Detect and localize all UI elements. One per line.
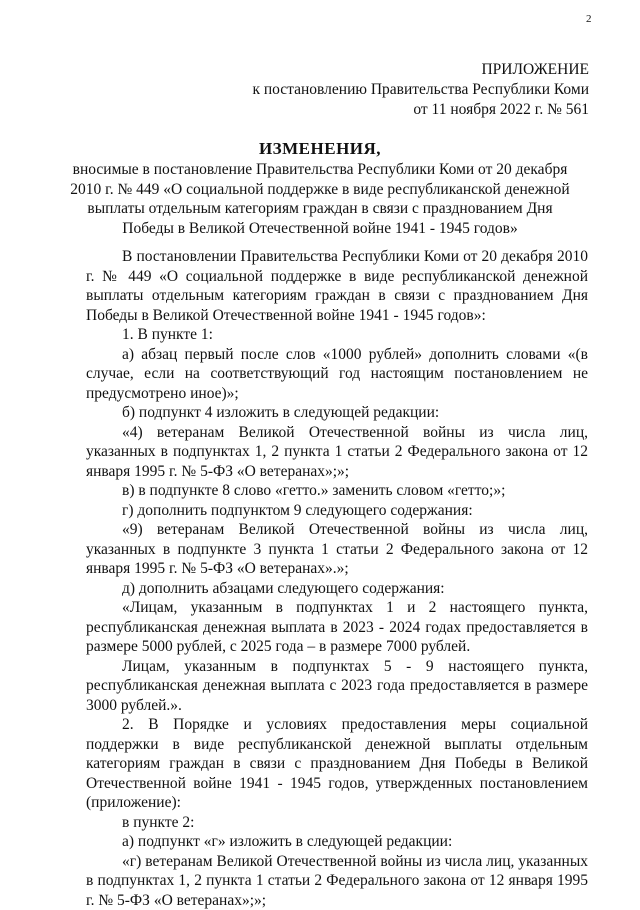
paragraph-item-2: 2. В Порядке и условиях предоставления меры социальной поддержки в виде республиканской денежной выплаты отдельным категориям граждан в связи с празднованием Дня Победы в Великой Отечественной войне 1941 - 1945 годов, утвержденных постановлением (приложение): xyxy=(86,715,588,813)
paragraph-item-2a-text: «г) ветеранам Великой Отечественной войны из числа лиц, указанных в подпунктах 1, 2 пункта 1 статьи 2 Федерального закона от 12 января 1995 г. № 5-ФЗ «О ветеранах»;»; xyxy=(86,852,588,910)
paragraph-item-1d-text-2: Лицам, указанным в подпунктах 5 - 9 настоящего пункта, республиканская денежная выплата с 2023 года предоставляется в размере 3000 рублей.». xyxy=(86,657,588,716)
paragraph-item-1b: б) подпункт 4 изложить в следующей редакции: xyxy=(86,403,588,423)
paragraph-item-2a: а) подпункт «г» изложить в следующей редакции: xyxy=(86,832,588,852)
paragraph-item-1v: в) в подпункте 8 слово «гетто.» заменить словом «гетто;»; xyxy=(86,481,588,501)
paragraph-item-1: 1. В пункте 1: xyxy=(86,325,588,345)
paragraph-item-1b-text: «4) ветеранам Великой Отечественной войны из числа лиц, указанных в подпунктах 1, 2 пункта 1 статьи 2 Федерального закона от 12 января 1995 г. № 5-ФЗ «О ветеранах»;»; xyxy=(86,423,588,482)
page-number: 2 xyxy=(586,13,592,25)
document-body xyxy=(86,247,588,910)
appendix-header xyxy=(169,60,589,120)
paragraph-item-1d: д) дополнить абзацами следующего содержания: xyxy=(86,579,588,599)
document-heading xyxy=(60,138,580,238)
appendix-reference: к постановлению Правительства Республики Коми xyxy=(169,80,589,100)
document-title: ИЗМЕНЕНИЯ, xyxy=(60,138,580,160)
paragraph-item-1g-text: «9) ветеранам Великой Отечественной войны из числа лиц, указанных в подпункте 3 пункта 1 статьи 2 Федерального закона от 12 января 1995 г. № 5-ФЗ «О ветеранах».»; xyxy=(86,520,588,579)
appendix-label: ПРИЛОЖЕНИЕ xyxy=(169,60,589,80)
paragraph-item-2-sub: в пункте 2: xyxy=(86,813,588,833)
paragraph-item-1d-text-1: «Лицам, указанным в подпунктах 1 и 2 настоящего пункта, республиканская денежная выплата в 2023 - 2024 годах предоставляется в размере 5000 рублей, с 2025 года – в размере 7000 рублей. xyxy=(86,598,588,657)
appendix-date: от 11 ноября 2022 г. № 561 xyxy=(169,100,589,120)
paragraph-item-1a: а) абзац первый после слов «1000 рублей» дополнить словами «(в случае, если на соответствующий год настоящим постановлением не предусмотрено иное)»; xyxy=(86,345,588,404)
document-subtitle: вносимые в постановление Правительства Республики Коми от 20 декабря 2010 г. № 449 «О социальной поддержке в виде республиканской денежной выплаты отдельным категориям граждан в связи с празднованием Дня Победы в Великой Отечественной войне 1941 - 1945 годов» xyxy=(60,160,580,238)
paragraph-item-1g: г) дополнить подпунктом 9 следующего содержания: xyxy=(86,501,588,521)
paragraph-intro: В постановлении Правительства Республики Коми от 20 декабря 2010 г. № 449 «О социальной поддержке в виде республиканской денежной выплаты отдельным категориям граждан в связи с празднованием Дня Победы в Великой Отечественной войне 1941 - 1945 годов»: xyxy=(86,247,588,325)
